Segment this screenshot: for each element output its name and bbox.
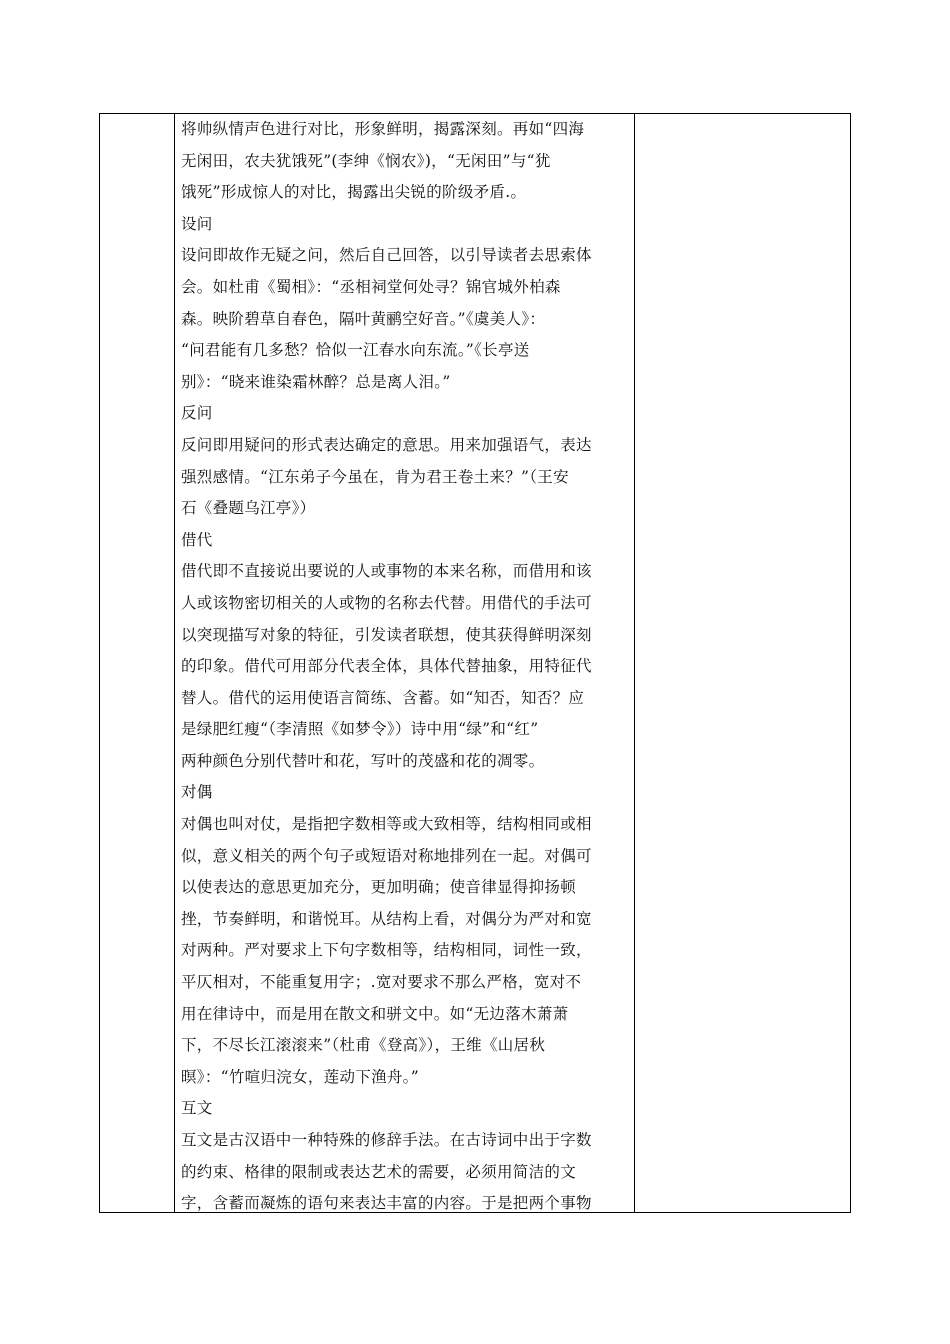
section-heading: 设问: [181, 214, 213, 233]
text-line: 的约束、格律的限制或表达艺术的需要，必须用简洁的文: [181, 1162, 577, 1181]
text-line: 两种颜色分别代替叶和花，写叶的茂盛和花的凋零。: [181, 751, 545, 770]
text-line: 借代即不直接说出要说的人或事物的本来名称，而借用和该: [181, 562, 592, 581]
text-line: 对两种。严对要求上下句字数相等，结构相同，词性一致，: [181, 941, 592, 960]
text-line: 设问即故作无疑之问，然后自己回答，以引导读者去思索体: [181, 246, 592, 265]
text-line: “问君能有几多愁？恰似一江春水向东流。”《长亭送: [181, 341, 530, 360]
section-heading: 反问: [181, 404, 213, 423]
text-line: 无闲田，农夫犹饿死”(李绅《悯农》)，“无闲田”与“犹: [181, 151, 551, 170]
text-line: 饿死”形成惊人的对比，揭露出尖锐的阶级矛盾.。: [181, 183, 527, 202]
column-divider-right: [634, 114, 635, 1212]
text-line: 石《叠题乌江亭》）: [181, 499, 316, 518]
text-line: 森。映阶碧草自春色，隔叶黄鹂空好音。”《虞美人》：: [181, 309, 546, 328]
text-line: 会。如杜甫《蜀相》：“丞相祠堂何处寻？锦官城外柏森: [181, 277, 561, 296]
text-line: 下，不尽长江滚滚来”（杜甫《登高》），王维《山居秋: [181, 1036, 546, 1055]
text-line: 是绿肥红瘦“（李清照《如梦令》）诗中用“绿”和“红”: [181, 720, 539, 739]
text-line: 用在律诗中，而是用在散文和骈文中。如“无边落木萧萧: [181, 1004, 569, 1023]
text-line: 别》：“晓来谁染霜林醉？总是离人泪。”: [181, 372, 451, 391]
text-line: 强烈感情。“江东弟子今虽在，肯为君王卷土来？”（王安: [181, 467, 569, 486]
column-divider-left: [174, 114, 175, 1212]
document-table: [99, 113, 851, 1213]
text-line: 的印象。借代可用部分代表全体，具体代替抽象，用特征代: [181, 657, 592, 676]
section-heading: 借代: [181, 530, 213, 549]
text-line: 字，含蓄而凝炼的语句来表达丰富的内容。于是把两个事物: [181, 1194, 592, 1213]
text-line: 暝》：“竹喧归浣女，莲动下渔舟。”: [181, 1067, 419, 1086]
text-line: 反问即用疑问的形式表达确定的意思。用来加强语气，表达: [181, 435, 592, 454]
text-line: 互文是古汉语中一种特殊的修辞手法。在古诗词中出于字数: [181, 1131, 592, 1149]
main-text-cell: [181, 114, 627, 1220]
text-line: 替人。借代的运用使语言简练、含蓄。如“知否，知否？应: [181, 688, 585, 707]
text-line: 以使表达的意思更加充分，更加明确；使音律显得抑扬顿: [181, 878, 577, 897]
text-line: 将帅纵情声色进行对比，形象鲜明，揭露深刻。再如“四海: [181, 120, 585, 138]
section-heading: 互文: [181, 1099, 213, 1118]
text-line: 平仄相对，不能重复用字；.宽对要求不那么严格，宽对不: [181, 973, 582, 992]
text-line: 以突现描写对象的特征，引发读者联想，使其获得鲜明深刻: [181, 625, 592, 644]
text-line: 人或该物密切相关的人或物的名称去代替。用借代的手法可: [181, 593, 592, 612]
text-line: 挫，节奏鲜明，和谐悦耳。从结构上看，对偶分为严对和宽: [181, 909, 592, 928]
text-line: 似，意义相关的两个句子或短语对称地排列在一起。对偶可: [181, 846, 592, 865]
text-line: 对偶也叫对仗，是指把字数相等或大致相等，结构相同或相: [181, 815, 592, 834]
section-heading: 对偶: [181, 783, 213, 802]
